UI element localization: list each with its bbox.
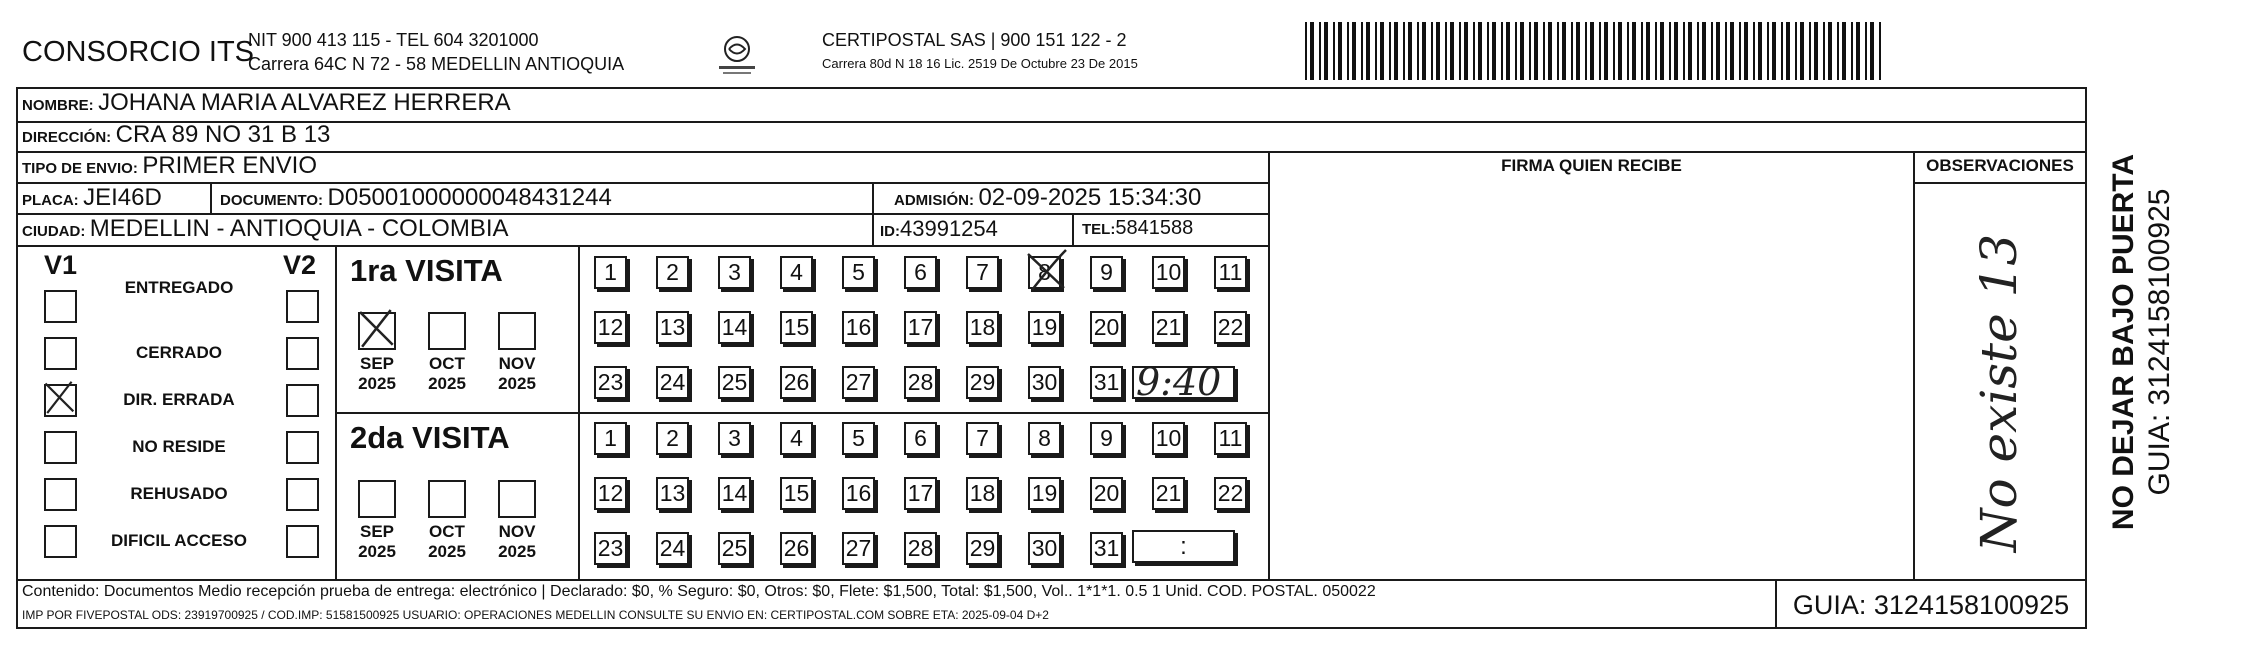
second-visit-title: 2da VISITA: [350, 420, 510, 455]
barcode-bar: [1837, 22, 1839, 80]
tel-row: [1082, 217, 1193, 240]
day-box[interactable]: 23: [594, 532, 627, 565]
company-address: Carrera 64C N 72 - 58 MEDELLIN ANTIOQUIA: [248, 54, 625, 74]
day-box[interactable]: 11: [1214, 422, 1247, 455]
month-year: 2025: [428, 542, 466, 561]
nombre-value: JOHANA MARIA ALVAREZ HERRERA: [98, 89, 511, 116]
barcode-bar: [1865, 22, 1867, 80]
day-box[interactable]: 26: [780, 366, 813, 399]
documento-value: D05001000000048431244: [327, 184, 612, 211]
barcode-bar: [1338, 22, 1342, 80]
v1-checkbox[interactable]: [44, 431, 77, 464]
day-box[interactable]: 15: [780, 477, 813, 510]
id-value: 43991254: [900, 216, 998, 241]
barcode-bar: [1501, 22, 1503, 80]
day-box[interactable]: 6: [904, 256, 937, 289]
barcode-bar: [1758, 22, 1762, 80]
barcode-bar: [1403, 22, 1405, 80]
barcode-bar: [1655, 22, 1657, 80]
admision-value: 02-09-2025 15:34:30: [978, 184, 1202, 211]
month-year: 2025: [428, 374, 466, 393]
direccion-label: DIRECCIÓN:: [22, 129, 112, 146]
barcode-bar: [1618, 22, 1622, 80]
month-name: SEP: [359, 522, 395, 541]
barcode-bar: [1697, 22, 1699, 80]
barcode-bar: [1814, 22, 1818, 80]
barcode-bar: [1417, 22, 1419, 80]
barcode-bar: [1809, 22, 1811, 80]
ciudad-value: MEDELLIN - ANTIOQUIA - COLOMBIA: [89, 215, 509, 242]
day-box[interactable]: 24: [656, 532, 689, 565]
day-box[interactable]: 15: [780, 311, 813, 344]
day-box[interactable]: 21: [1152, 311, 1185, 344]
month-label: [417, 354, 477, 394]
footer-contenido: Contenido: Documentos Medio recepción prueba de entrega: electrónico | Declarado: $0, % Seguro: $0, Otros: $0, Flete: $1,500, Total: $1,500, Vol.. 1*1*1. 0.5 1 Unid. COD. POSTAL. 050022: [22, 583, 1376, 600]
barcode-bar: [1445, 22, 1447, 80]
day-box[interactable]: 27: [842, 366, 875, 399]
barcode-bar: [1851, 22, 1853, 80]
v1-label: V1: [44, 250, 78, 280]
firma-left-line: [1268, 151, 1270, 581]
day-box[interactable]: 7: [966, 256, 999, 289]
day-box[interactable]: 18: [966, 477, 999, 510]
observaciones-label: OBSERVACIONES: [1926, 156, 2074, 175]
day-box[interactable]: 5: [842, 422, 875, 455]
time-second-field: :: [1132, 530, 1235, 563]
v2-checkbox[interactable]: [286, 525, 319, 558]
day-box[interactable]: 2: [656, 422, 689, 455]
v2-label: V2: [283, 250, 317, 280]
day-box[interactable]: 19: [1028, 477, 1061, 510]
day-box[interactable]: 18: [966, 311, 999, 344]
barcode-bar: [1613, 22, 1615, 80]
day-box[interactable]: 10: [1152, 256, 1185, 289]
status-label: DIFICIL ACCESO: [110, 531, 247, 550]
month-label: [487, 522, 547, 562]
v1-checkbox[interactable]: [44, 290, 77, 323]
barcode-bar: [1310, 22, 1314, 80]
barcode-bar: [1487, 22, 1489, 80]
day-box[interactable]: 2: [656, 256, 689, 289]
barcode-bar: [1366, 22, 1370, 80]
barcode-bar: [1646, 22, 1650, 80]
barcode-bar: [1604, 22, 1608, 80]
tel-label: TEL:: [1082, 221, 1116, 238]
barcode: [1305, 22, 1885, 80]
barcode-bar: [1772, 22, 1776, 80]
barcode-bar: [1431, 22, 1433, 80]
barcode-bar: [1632, 22, 1636, 80]
barcode-bar: [1324, 22, 1328, 80]
status-visits-line: [335, 245, 337, 581]
table-left-line: [16, 87, 18, 629]
month-label: [347, 522, 407, 562]
barcode-bar: [1739, 22, 1741, 80]
barcode-bar: [1543, 22, 1545, 80]
id-tel-line: [1072, 213, 1074, 245]
barcode-bar: [1557, 22, 1559, 80]
day-box[interactable]: 9: [1090, 422, 1123, 455]
day-box[interactable]: 1: [594, 256, 627, 289]
v1-checkbox[interactable]: [44, 384, 77, 417]
day-box[interactable]: 12: [594, 477, 627, 510]
v1-checkbox[interactable]: [44, 525, 77, 558]
day-box[interactable]: 16: [842, 477, 875, 510]
barcode-bar: [1683, 22, 1685, 80]
day-box[interactable]: 25: [718, 366, 751, 399]
barcode-bar: [1394, 22, 1398, 80]
table-right-line: [2085, 87, 2087, 629]
day-box[interactable]: 8: [1028, 422, 1061, 455]
visits-divider-line: [335, 412, 1269, 414]
side-title: NO DEJAR BAJO PUERTA: [2107, 153, 2140, 531]
barcode-bar: [1375, 22, 1377, 80]
barcode-bar: [1781, 22, 1783, 80]
footer-guia: GUIA: 3124158100925: [1792, 590, 2070, 620]
v2-checkbox[interactable]: [286, 478, 319, 511]
barcode-bar: [1361, 22, 1363, 80]
id-row: [880, 216, 998, 242]
day-box[interactable]: 22: [1214, 311, 1247, 344]
v2-checkbox[interactable]: [286, 290, 319, 323]
barcode-bar: [1380, 22, 1384, 80]
barcode-bar: [1515, 22, 1517, 80]
barcode-bar: [1599, 22, 1601, 80]
barcode-bar: [1534, 22, 1538, 80]
barcode-bar: [1828, 22, 1832, 80]
barcode-bar: [1473, 22, 1475, 80]
day-box[interactable]: 28: [904, 532, 937, 565]
v2-checkbox[interactable]: [286, 431, 319, 464]
day-box[interactable]: 30: [1028, 366, 1061, 399]
tipo-label: TIPO DE ENVIO:: [22, 160, 138, 177]
placa-label: PLACA:: [22, 192, 79, 209]
placa-value: JEI46D: [83, 184, 162, 211]
ciudad-row: [22, 215, 509, 243]
carrier-name: CERTIPOSTAL SAS | 900 151 122 - 2: [822, 30, 1127, 50]
barcode-bar: [1585, 22, 1587, 80]
obs-header-line: [1913, 182, 2086, 184]
placa-row: [22, 184, 162, 212]
day-box[interactable]: 9: [1090, 256, 1123, 289]
day-box[interactable]: 13: [656, 477, 689, 510]
month-year: 2025: [358, 542, 396, 561]
day-box[interactable]: 3: [718, 256, 751, 289]
time-first-box[interactable]: [1132, 366, 1235, 399]
day-box[interactable]: 25: [718, 532, 751, 565]
obs-left-line: [1913, 151, 1915, 581]
v2-checkbox[interactable]: [286, 384, 319, 417]
day-box[interactable]: 24: [656, 366, 689, 399]
barcode-bar: [1436, 22, 1440, 80]
barcode-bar: [1627, 22, 1629, 80]
status-label: REHUSADO: [130, 484, 228, 503]
side-guia: GUIA: 3124158100925: [2143, 188, 2176, 496]
placa-doc-line: [210, 182, 212, 213]
documento-row: [220, 184, 612, 212]
day-box[interactable]: 13: [656, 311, 689, 344]
month-label: [487, 354, 547, 394]
day-box[interactable]: 26: [780, 532, 813, 565]
day-box[interactable]: 31: [1090, 532, 1123, 565]
firma-label: FIRMA QUIEN RECIBE: [1501, 156, 1682, 175]
barcode-bar: [1660, 22, 1664, 80]
month-name: SEP: [359, 354, 395, 373]
day-check-mark: [1024, 248, 1072, 294]
barcode-bar: [1711, 22, 1713, 80]
month-checkbox[interactable]: [498, 312, 536, 350]
day-box[interactable]: 28: [904, 366, 937, 399]
barcode-bar: [1870, 22, 1874, 80]
month-checkbox[interactable]: [498, 480, 536, 518]
day-box[interactable]: 12: [594, 311, 627, 344]
barcode-bar: [1576, 22, 1580, 80]
barcode-bar: [1744, 22, 1748, 80]
barcode-bar: [1702, 22, 1706, 80]
day-box[interactable]: 27: [842, 532, 875, 565]
barcode-bar: [1571, 22, 1573, 80]
barcode-bar: [1562, 22, 1566, 80]
time-first-handwritten: 9:40: [1136, 360, 1222, 404]
barcode-bar: [1333, 22, 1335, 80]
barcode-bar: [1422, 22, 1426, 80]
barcode-bar: [1786, 22, 1790, 80]
day-box[interactable]: 8: [1028, 256, 1061, 289]
day-box[interactable]: 23: [594, 366, 627, 399]
month-year: 2025: [498, 542, 536, 561]
day-box[interactable]: 17: [904, 477, 937, 510]
barcode-bar: [1753, 22, 1755, 80]
barcode-bar: [1305, 22, 1307, 80]
observation-handwritten: No existe 13: [1970, 233, 2028, 553]
status-label: NO RESIDE: [132, 437, 226, 456]
day-box[interactable]: 10: [1152, 422, 1185, 455]
first-visit-title: 1ra VISITA: [350, 253, 503, 288]
barcode-bar: [1506, 22, 1510, 80]
barcode-bar: [1590, 22, 1594, 80]
day-box[interactable]: 30: [1028, 532, 1061, 565]
footer-imp: IMP POR FIVEPOSTAL ODS: 23919700925 / COD.IMP: 51581500925 USUARIO: OPERACIONES MEDELLIN CONSULTE SU ENVIO EN: CERTIPOSTAL.COM SOBRE ETA: 2025-09-04 D+2: [22, 608, 1049, 622]
day-box[interactable]: 6: [904, 422, 937, 455]
month-name: OCT: [429, 354, 465, 373]
tel-value: 5841588: [1115, 217, 1194, 239]
admision-row: [894, 184, 1201, 212]
barcode-bar: [1347, 22, 1349, 80]
tipo-row: [22, 152, 317, 180]
barcode-bar: [1674, 22, 1678, 80]
status-label: ENTREGADO: [124, 278, 234, 297]
company-name: CONSORCIO ITS: [22, 36, 255, 68]
id-label: ID:: [880, 223, 900, 240]
direccion-row: [22, 121, 330, 149]
documento-label: DOCUMENTO:: [220, 192, 324, 209]
barcode-bar: [1730, 22, 1734, 80]
v2-checkbox[interactable]: [286, 337, 319, 370]
barcode-bar: [1492, 22, 1496, 80]
carrier-address: Carrera 80d N 18 16 Lic. 2519 De Octubre 23 De 2015: [822, 56, 1138, 71]
barcode-bar: [1548, 22, 1552, 80]
day-box[interactable]: 14: [718, 311, 751, 344]
status-label: DIR. ERRADA: [123, 390, 235, 409]
day-box[interactable]: 22: [1214, 477, 1247, 510]
barcode-bar: [1879, 22, 1881, 80]
month-label: [347, 354, 407, 394]
admision-label: ADMISIÓN:: [894, 192, 974, 209]
day-box[interactable]: 20: [1090, 477, 1123, 510]
barcode-bar: [1464, 22, 1468, 80]
day-box[interactable]: 7: [966, 422, 999, 455]
barcode-bar: [1842, 22, 1846, 80]
ciudad-id-line: [872, 213, 874, 245]
barcode-bar: [1669, 22, 1671, 80]
day-box[interactable]: 16: [842, 311, 875, 344]
barcode-bar: [1641, 22, 1643, 80]
month-name: NOV: [498, 354, 536, 373]
barcode-bar: [1856, 22, 1860, 80]
day-box[interactable]: 14: [718, 477, 751, 510]
certipostal-logo-icon: [713, 32, 761, 78]
barcode-bar: [1688, 22, 1692, 80]
barcode-bar: [1352, 22, 1356, 80]
row-line-2: [16, 151, 2086, 153]
month-label: [417, 522, 477, 562]
v1-checkbox[interactable]: [44, 478, 77, 511]
status-label: CERRADO: [136, 343, 222, 362]
day-box[interactable]: 11: [1214, 256, 1247, 289]
row-line-5: [16, 245, 1269, 247]
barcode-bar: [1450, 22, 1454, 80]
company-nit: NIT 900 413 115 - TEL 604 3201000: [248, 30, 539, 50]
barcode-bar: [1725, 22, 1727, 80]
v1-checkbox[interactable]: [44, 337, 77, 370]
direccion-value: CRA 89 NO 31 B 13: [115, 121, 331, 148]
month-checkbox[interactable]: [428, 312, 466, 350]
barcode-bar: [1767, 22, 1769, 80]
month-checkbox[interactable]: [428, 480, 466, 518]
month-name: NOV: [498, 522, 536, 541]
nombre-row: [22, 89, 511, 117]
doc-adm-line: [872, 182, 874, 213]
barcode-bar: [1408, 22, 1412, 80]
nombre-label: NOMBRE:: [22, 97, 94, 114]
month-year: 2025: [498, 374, 536, 393]
day-box[interactable]: 17: [904, 311, 937, 344]
day-box[interactable]: 29: [966, 532, 999, 565]
barcode-bar: [1389, 22, 1391, 80]
tipo-value: PRIMER ENVIO: [142, 152, 318, 179]
day-box[interactable]: 4: [780, 422, 813, 455]
months-days-line: [578, 245, 580, 581]
month-name: OCT: [429, 522, 465, 541]
day-box[interactable]: 1: [594, 422, 627, 455]
barcode-bar: [1319, 22, 1321, 80]
day-box[interactable]: 4: [780, 256, 813, 289]
ciudad-label: CIUDAD:: [22, 223, 86, 240]
day-box[interactable]: 31: [1090, 366, 1123, 399]
barcode-bar: [1716, 22, 1720, 80]
month-year: 2025: [358, 374, 396, 393]
barcode-bar: [1478, 22, 1482, 80]
day-box[interactable]: 21: [1152, 477, 1185, 510]
day-box[interactable]: 5: [842, 256, 875, 289]
barcode-bar: [1459, 22, 1461, 80]
barcode-bar: [1529, 22, 1531, 80]
month-checkbox[interactable]: [358, 312, 396, 350]
day-box[interactable]: 3: [718, 422, 751, 455]
day-box[interactable]: 19: [1028, 311, 1061, 344]
day-box[interactable]: 20: [1090, 311, 1123, 344]
day-box[interactable]: 29: [966, 366, 999, 399]
barcode-bar: [1520, 22, 1524, 80]
month-checkbox[interactable]: [358, 480, 396, 518]
barcode-bar: [1823, 22, 1825, 80]
barcode-bar: [1800, 22, 1804, 80]
barcode-bar: [1795, 22, 1797, 80]
